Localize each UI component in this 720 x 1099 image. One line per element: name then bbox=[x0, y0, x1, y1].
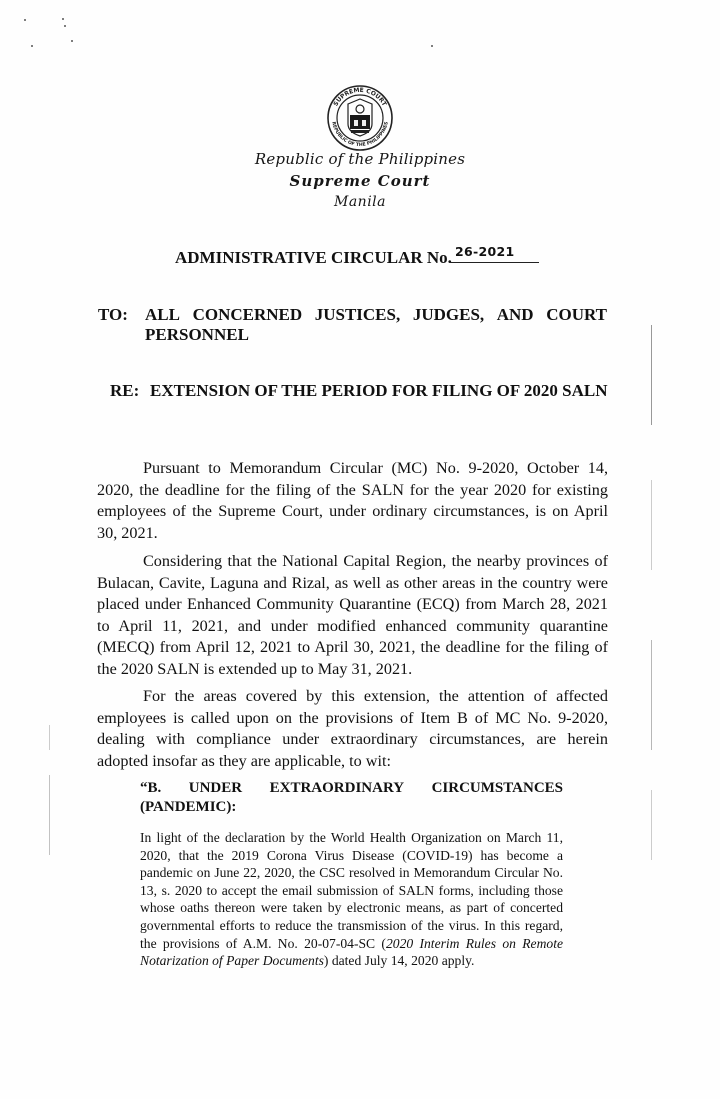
scan-edge-line bbox=[651, 640, 652, 750]
scan-speck bbox=[71, 40, 73, 42]
heading-word: CIRCUMSTANCES bbox=[431, 780, 563, 796]
scan-edge-line bbox=[651, 790, 652, 860]
scan-edge-line bbox=[651, 480, 652, 570]
quoted-section-heading bbox=[140, 779, 563, 817]
letterhead-manila: Manila bbox=[334, 194, 386, 210]
recipient-word: ALL bbox=[145, 305, 180, 324]
to-recipients-line2: PERSONNEL bbox=[145, 325, 249, 344]
heading-word: UNDER bbox=[188, 780, 243, 796]
re-label: RE: bbox=[110, 381, 140, 400]
scan-speck bbox=[62, 18, 64, 20]
body-paragraph bbox=[97, 458, 608, 544]
recipient-word: JUDGES, bbox=[412, 305, 485, 324]
quoted-heading-line2: (PANDEMIC): bbox=[140, 799, 237, 815]
recipient-word: COURT bbox=[546, 305, 607, 324]
quoted-section-body bbox=[140, 829, 563, 970]
scan-edge-line bbox=[651, 325, 652, 425]
letterhead-republic: Republic of the Philippines bbox=[254, 150, 466, 168]
quote-italic-title: 2020 Interim Rules on Remote Notarization of Paper Documents bbox=[140, 935, 563, 969]
recipient-word: JUSTICES, bbox=[314, 305, 401, 324]
heading-word: EXTRAORDINARY bbox=[269, 780, 405, 796]
scan-speck bbox=[31, 45, 33, 47]
scan-edge-line bbox=[49, 725, 50, 750]
scan-speck bbox=[431, 45, 433, 47]
scan-speck bbox=[64, 25, 66, 27]
scan-edge-line bbox=[49, 775, 50, 855]
body-paragraph bbox=[97, 686, 608, 772]
heading-word: “B. bbox=[140, 780, 162, 796]
supreme-court-seal bbox=[326, 84, 394, 152]
svg-text:SUPREME COURT: SUPREME COURT bbox=[332, 86, 388, 108]
scan-speck bbox=[24, 19, 26, 21]
quote-text-end: ) dated July 14, 2020 apply. bbox=[323, 953, 475, 969]
paragraph-text: Pursuant to Memorandum Circular (MC) No. 9-2020, October 14, 2020, the deadline for the filing of the SALN for the year 2020 for existing employees of the Supreme Court, under ordinary circumstances, is on April 30, 2021. bbox=[97, 459, 608, 542]
quoted-heading-line1 bbox=[140, 779, 563, 798]
body-paragraph bbox=[97, 551, 608, 681]
to-recipients-line1 bbox=[145, 305, 607, 325]
circular-title: ADMINISTRATIVE CIRCULAR No. bbox=[175, 248, 452, 267]
recipient-word: CONCERNED bbox=[192, 305, 303, 324]
svg-text:REPUBLIC OF THE PHILIPPINES: REPUBLIC OF THE PHILIPPINES bbox=[330, 121, 390, 149]
quote-text: In light of the declaration by the World Health Organization on March 11, 2020, that the 2019 Corona Virus Disease (COVID-19) has become a pandemic on June 22, 2020, the CSC resolved in Memorandum Circular No. 13, s. 2020 to accept the email submission of SALN forms, including those whose oaths thereon were taken by electronic means, as part of concerted governmental efforts to reduce the transmission of the virus. In this regard, the provisions of A.M. No. 20-07-04-SC ( bbox=[140, 830, 563, 951]
to-label: TO: bbox=[98, 305, 128, 324]
letterhead-supreme-court: Supreme Court bbox=[289, 172, 431, 190]
paragraph-text: For the areas covered by this extension, the attention of affected employees is called upon on the provisions of Item B of MC No. 9-2020, dealing with compliance under extraordinary circumstances, are herein adopted insofar as they are applicable, to wit: bbox=[97, 687, 608, 770]
re-subject: EXTENSION OF THE PERIOD FOR FILING OF 2020 SALN bbox=[150, 381, 608, 400]
to-recipients bbox=[145, 305, 607, 345]
recipient-word: AND bbox=[496, 305, 534, 324]
circular-number: 26-2021 bbox=[449, 244, 539, 263]
paragraph-text: Considering that the National Capital Region, the nearby provinces of Bulacan, Cavite, Laguna and Rizal, as well as other areas in the country were placed under Enhanced Community Quarantine (ECQ) from March 28, 2021 to April 11, 2021, and under modified enhanced community quarantine (MECQ) from April 12, 2021 to April 30, 2021, the deadline for the filing of the 2020 SALN is extended up to May 31, 2021. bbox=[97, 552, 608, 678]
